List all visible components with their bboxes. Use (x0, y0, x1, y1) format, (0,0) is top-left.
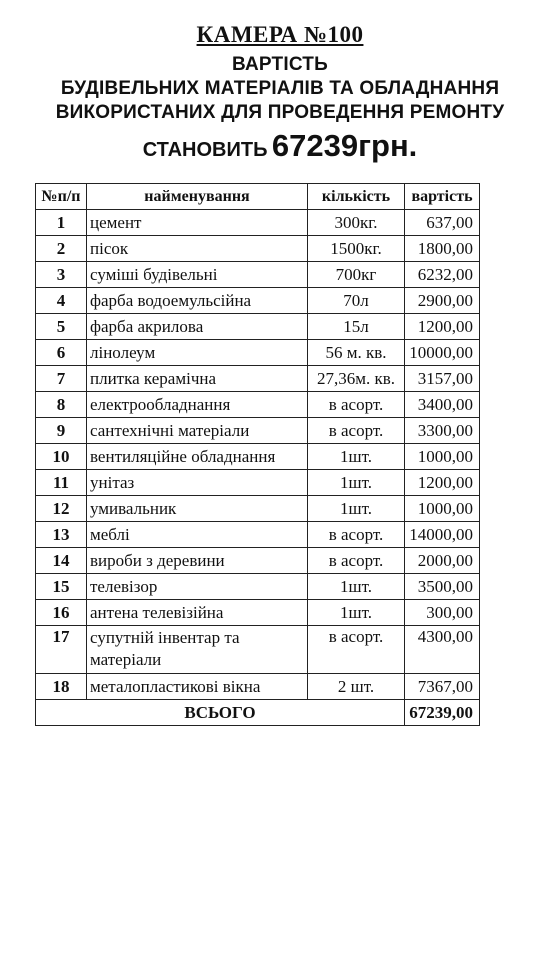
row-name: сантехнічні матеріали (87, 418, 308, 444)
row-name: фарба акрилова (87, 314, 308, 340)
row-number: 17 (36, 626, 87, 674)
table-row (36, 366, 480, 392)
row-cost: 3300,00 (405, 418, 480, 444)
table-row (36, 674, 480, 700)
total-statement-label: СТАНОВИТЬ (142, 139, 268, 161)
row-name: супутній інвентар та матеріали (87, 626, 308, 674)
column-header-quantity: кількість (308, 184, 405, 210)
row-quantity: 1500кг. (308, 236, 405, 262)
row-quantity: в асорт. (308, 522, 405, 548)
row-number: 14 (36, 548, 87, 574)
row-quantity: 1шт. (308, 574, 405, 600)
row-quantity: 1шт. (308, 496, 405, 522)
row-cost: 14000,00 (405, 522, 480, 548)
row-name: електрообладнання (87, 392, 308, 418)
row-quantity: в асорт. (308, 548, 405, 574)
row-quantity: в асорт. (308, 626, 405, 674)
document-title: КАМЕРА №100 (196, 22, 364, 47)
row-name: лінолеум (87, 340, 308, 366)
row-number: 18 (36, 674, 87, 700)
table-row (36, 288, 480, 314)
table-row (36, 210, 480, 236)
row-quantity: 15л (308, 314, 405, 340)
table-row (36, 262, 480, 288)
row-name: антена телевізійна (87, 600, 308, 626)
row-name: унітаз (87, 470, 308, 496)
row-number: 10 (36, 444, 87, 470)
heading-line-1: ВАРТІСТЬ (232, 54, 328, 75)
row-quantity: 1шт. (308, 470, 405, 496)
heading-line-2: БУДІВЕЛЬНИХ МАТЕРІАЛІВ ТА ОБЛАДНАННЯ (60, 78, 500, 99)
table-row (36, 392, 480, 418)
row-number: 13 (36, 522, 87, 548)
row-name: вентиляційне обладнання (87, 444, 308, 470)
row-number: 3 (36, 262, 87, 288)
table-row (36, 522, 480, 548)
column-header-cost: вартість (405, 184, 480, 210)
row-cost: 1800,00 (405, 236, 480, 262)
row-cost: 1200,00 (405, 470, 480, 496)
row-number: 7 (36, 366, 87, 392)
row-number: 1 (36, 210, 87, 236)
row-name: умивальник (87, 496, 308, 522)
row-name: цемент (87, 210, 308, 236)
row-cost: 1200,00 (405, 314, 480, 340)
row-name: суміші будівельні (87, 262, 308, 288)
total-value: 67239,00 (405, 700, 480, 726)
row-quantity: 56 м. кв. (308, 340, 405, 366)
row-name: плитка керамічна (87, 366, 308, 392)
row-name: меблі (87, 522, 308, 548)
total-statement-amount: 67239грн. (271, 128, 418, 163)
row-cost: 10000,00 (405, 340, 480, 366)
row-quantity: 1шт. (308, 444, 405, 470)
row-quantity: 2 шт. (308, 674, 405, 700)
row-quantity: 700кг (308, 262, 405, 288)
row-cost: 1000,00 (405, 444, 480, 470)
table-row (36, 626, 480, 674)
row-number: 5 (36, 314, 87, 340)
column-header-number: №п/п (36, 184, 87, 210)
row-name: пісок (87, 236, 308, 262)
row-cost: 2900,00 (405, 288, 480, 314)
row-number: 2 (36, 236, 87, 262)
table-body (36, 210, 480, 700)
row-cost: 300,00 (405, 600, 480, 626)
row-name: телевізор (87, 574, 308, 600)
table-row (36, 418, 480, 444)
materials-cost-table (35, 183, 480, 726)
row-name: металопластикові вікна (87, 674, 308, 700)
row-cost: 3157,00 (405, 366, 480, 392)
row-number: 16 (36, 600, 87, 626)
row-cost: 3400,00 (405, 392, 480, 418)
row-number: 15 (36, 574, 87, 600)
row-quantity: 70л (308, 288, 405, 314)
row-quantity: в асорт. (308, 392, 405, 418)
row-quantity: 1шт. (308, 600, 405, 626)
table-row (36, 600, 480, 626)
row-quantity: в асорт. (308, 418, 405, 444)
row-number: 12 (36, 496, 87, 522)
table-row (36, 548, 480, 574)
row-cost: 1000,00 (405, 496, 480, 522)
row-number: 9 (36, 418, 87, 444)
table-total-row (36, 700, 480, 726)
row-cost: 4300,00 (405, 626, 480, 674)
table-row (36, 236, 480, 262)
table-row (36, 574, 480, 600)
heading-line-3: ВИКОРИСТАНИХ ДЛЯ ПРОВЕДЕННЯ РЕМОНТУ (55, 102, 505, 123)
table-header-row (36, 184, 480, 210)
table-row (36, 444, 480, 470)
row-cost: 6232,00 (405, 262, 480, 288)
row-name: фарба водоемульсійна (87, 288, 308, 314)
column-header-name: найменування (87, 184, 308, 210)
row-number: 8 (36, 392, 87, 418)
table-row (36, 496, 480, 522)
table-row (36, 470, 480, 496)
row-quantity: 27,36м. кв. (308, 366, 405, 392)
row-number: 6 (36, 340, 87, 366)
row-cost: 637,00 (405, 210, 480, 236)
row-number: 4 (36, 288, 87, 314)
table-row (36, 314, 480, 340)
table-row (36, 340, 480, 366)
total-label: ВСЬОГО (36, 700, 405, 726)
row-cost: 7367,00 (405, 674, 480, 700)
row-cost: 3500,00 (405, 574, 480, 600)
row-quantity: 300кг. (308, 210, 405, 236)
row-cost: 2000,00 (405, 548, 480, 574)
row-name: вироби з деревини (87, 548, 308, 574)
total-statement (0, 128, 560, 164)
row-number: 11 (36, 470, 87, 496)
